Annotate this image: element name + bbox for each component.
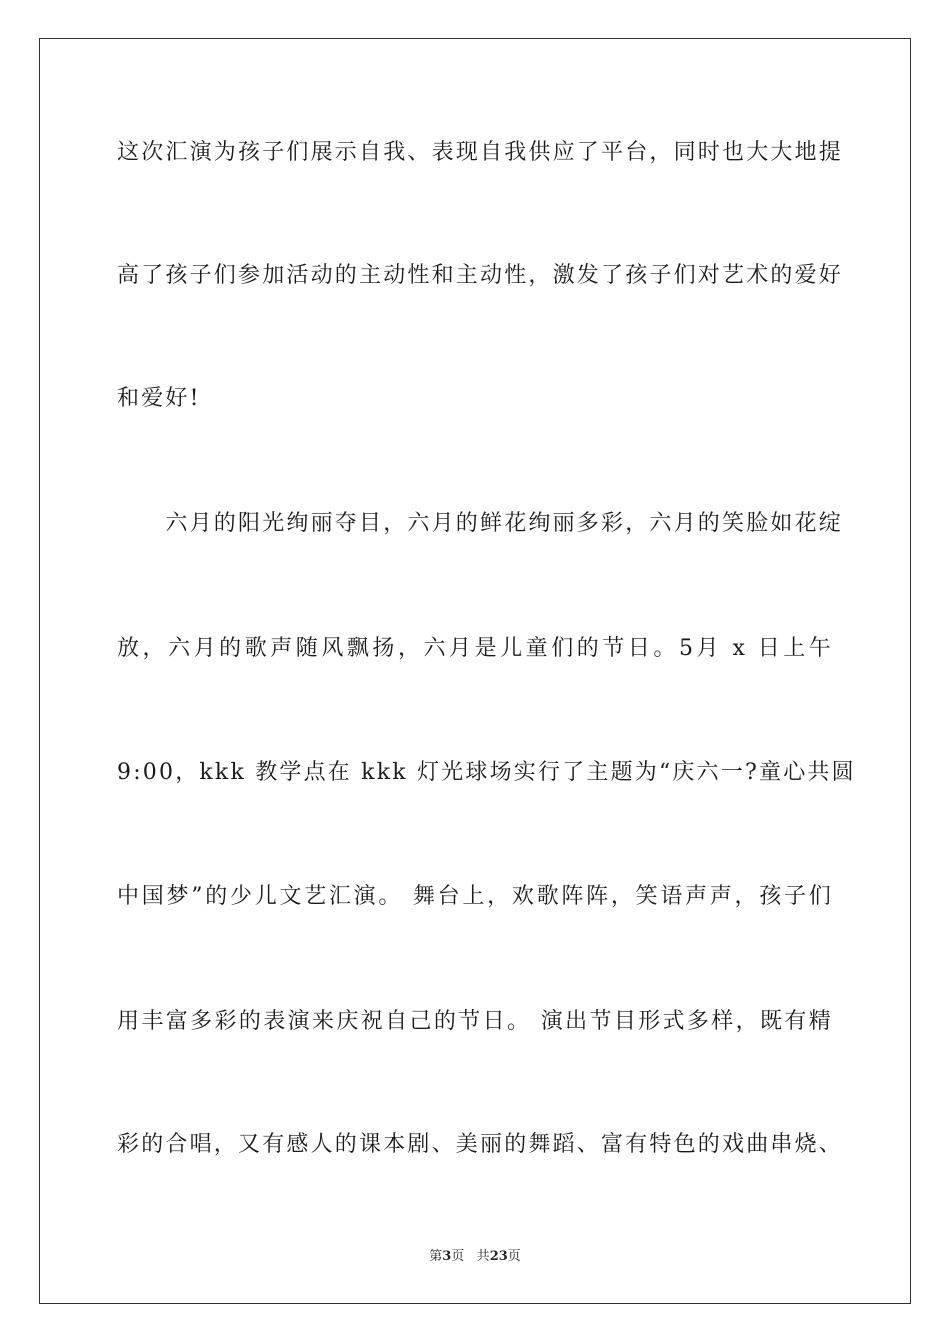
body-line-6: 9:00，kkk 教学点在 kkk 灯光球场实行了主题为“庆六一?童心共圆 — [117, 760, 856, 785]
body-line-9: 彩的合唱，又有感人的课本剧、美丽的舞蹈、富有特色的戏曲串烧、 — [117, 1132, 844, 1157]
footer-total-pages: 23 — [489, 1249, 508, 1264]
body-line-5: 放，六月的歌声随风飘扬，六月是儿童们的节日。5月 x 日上午 — [117, 636, 833, 661]
body-line-7: 中国梦”的少儿文艺汇演。 舞台上，欢歌阵阵，笑语声声，孩子们 — [117, 884, 833, 909]
footer-total-prefix: 共 — [476, 1249, 490, 1264]
footer-prefix: 第 — [429, 1249, 443, 1264]
footer-page-number: 3 — [442, 1249, 452, 1264]
body-line-2: 高了孩子们参加活动的主动性和主动性，激发了孩子们对艺术的爱好 — [117, 263, 844, 288]
page-footer — [0, 1248, 950, 1266]
page-frame — [39, 38, 911, 1304]
body-line-1: 这次汇演为孩子们展示自我、表现自我供应了平台，同时也大大地提 — [117, 140, 844, 165]
footer-page-suffix: 页 — [451, 1249, 465, 1264]
footer-total-suffix: 页 — [507, 1249, 521, 1264]
body-line-3: 和爱好! — [117, 386, 201, 411]
body-line-8: 用丰富多彩的表演来庆祝自己的节日。 演出节目形式多样，既有精 — [117, 1009, 833, 1034]
body-line-4: 六月的阳光绚丽夺目，六月的鲜花绚丽多彩，六月的笑脸如花绽 — [117, 511, 844, 536]
